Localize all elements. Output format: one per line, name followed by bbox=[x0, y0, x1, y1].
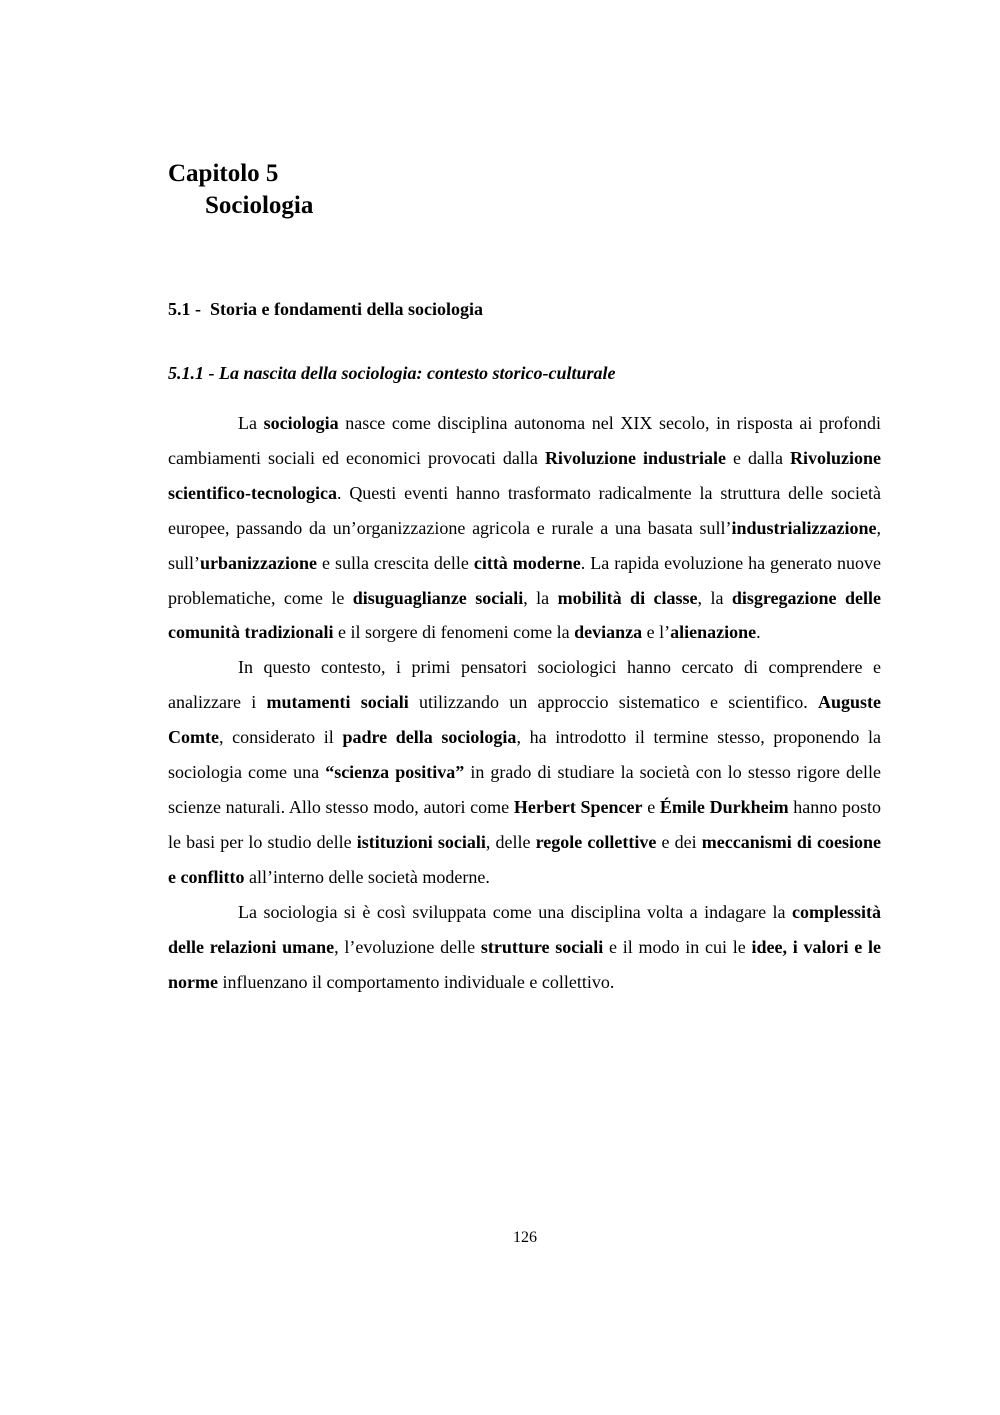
bold-term: Herbert Spencer bbox=[513, 796, 643, 817]
bold-term: padre della sociologia bbox=[342, 727, 517, 748]
bold-term: industrializzazione bbox=[731, 517, 877, 538]
bold-term: meccanismi di coesione e conflitto bbox=[168, 831, 881, 887]
chapter-title: Sociologia bbox=[205, 192, 314, 219]
bold-term: strutture sociali bbox=[480, 936, 604, 957]
paragraph-2 bbox=[168, 650, 881, 894]
text-run: , la bbox=[523, 587, 558, 608]
paragraph-3 bbox=[168, 895, 881, 1000]
text-run: e dalla bbox=[725, 447, 790, 468]
text-run: e l’ bbox=[642, 622, 671, 643]
text-run: e bbox=[642, 796, 660, 817]
bold-term: idee, i valori e le norme bbox=[168, 936, 881, 992]
text-run: hanno posto le basi per lo studio delle bbox=[168, 796, 882, 852]
chapter-label: Capitolo 5 bbox=[168, 160, 279, 187]
bold-term: disuguaglianze sociali bbox=[352, 587, 524, 608]
text-run: e sulla crescita delle bbox=[317, 552, 474, 573]
bold-term: disgregazione delle comunità tradizionali bbox=[168, 587, 881, 643]
text-run: e il modo in cui le bbox=[603, 936, 752, 957]
bold-term: mobilità di classe bbox=[557, 587, 698, 608]
text-run: La bbox=[238, 413, 264, 433]
text-run: . La rapida evoluzione ha generato nuove problematiche, come le bbox=[168, 552, 881, 608]
paragraph-1 bbox=[168, 406, 881, 650]
bold-term: sociologia bbox=[263, 413, 339, 433]
bold-term: urbanizzazione bbox=[200, 552, 318, 573]
text-run: , ha introdotto il termine stesso, proponendo la sociologia come una bbox=[168, 727, 881, 783]
text-run: . Questi eventi hanno trasformato radicalmente la struttura delle società europee, passando da un’organizzazione agricola e rurale a una basata sull’ bbox=[168, 482, 881, 538]
text-run: all’interno delle società moderne. bbox=[244, 866, 490, 887]
bold-term: istituzioni sociali bbox=[356, 831, 486, 852]
text-run: , considerato il bbox=[218, 727, 343, 748]
text-run: e il sorgere di fenomeni come la bbox=[333, 622, 575, 643]
subsection-heading: 5.1.1 - La nascita della sociologia: contesto storico-culturale bbox=[168, 363, 616, 383]
bold-term: regole collettive bbox=[535, 831, 657, 852]
bold-term: alienazione bbox=[670, 622, 757, 643]
text-run: utilizzando un approccio sistematico e scientifico. bbox=[408, 692, 818, 713]
bold-term: Rivoluzione industriale bbox=[544, 447, 726, 468]
text-run: influenzano il comportamento individuale e collettivo. bbox=[217, 971, 615, 992]
text-run: La sociologia si è così sviluppata come una disciplina volta a indagare la bbox=[238, 901, 792, 922]
text-run: . bbox=[756, 622, 761, 643]
bold-term: Rivoluzione scientifico-tecnologica bbox=[168, 447, 881, 503]
bold-term: Auguste Comte bbox=[168, 692, 881, 748]
text-run: , la bbox=[697, 587, 732, 608]
text-run: , delle bbox=[485, 831, 536, 852]
text-run: nasce come disciplina autonoma nel XIX secolo, in risposta ai profondi cambiamenti sociali ed economici provocati dalla bbox=[168, 413, 881, 468]
text-run: , sull’ bbox=[168, 517, 881, 573]
page-number: 126 bbox=[513, 1229, 537, 1246]
text-run: in grado di studiare la società con lo stesso rigore delle scienze naturali. Allo stesso modo, autori come bbox=[168, 762, 881, 817]
text-run: , l’evoluzione delle bbox=[334, 936, 481, 957]
text-run: e dei bbox=[656, 831, 702, 852]
bold-term: “scienza positiva” bbox=[325, 762, 465, 783]
bold-term: devianza bbox=[574, 622, 643, 643]
bold-term: città moderne bbox=[473, 552, 581, 573]
bold-term: Émile Durkheim bbox=[659, 796, 789, 817]
bold-term: complessità delle relazioni umane bbox=[168, 901, 881, 957]
text-run: In questo contesto, i primi pensatori sociologici hanno cercato di comprendere e analizzare i bbox=[168, 657, 881, 713]
body-text bbox=[168, 406, 881, 999]
bold-term: mutamenti sociali bbox=[266, 692, 409, 713]
section-heading: 5.1 - Storia e fondamenti della sociologia bbox=[168, 299, 483, 319]
